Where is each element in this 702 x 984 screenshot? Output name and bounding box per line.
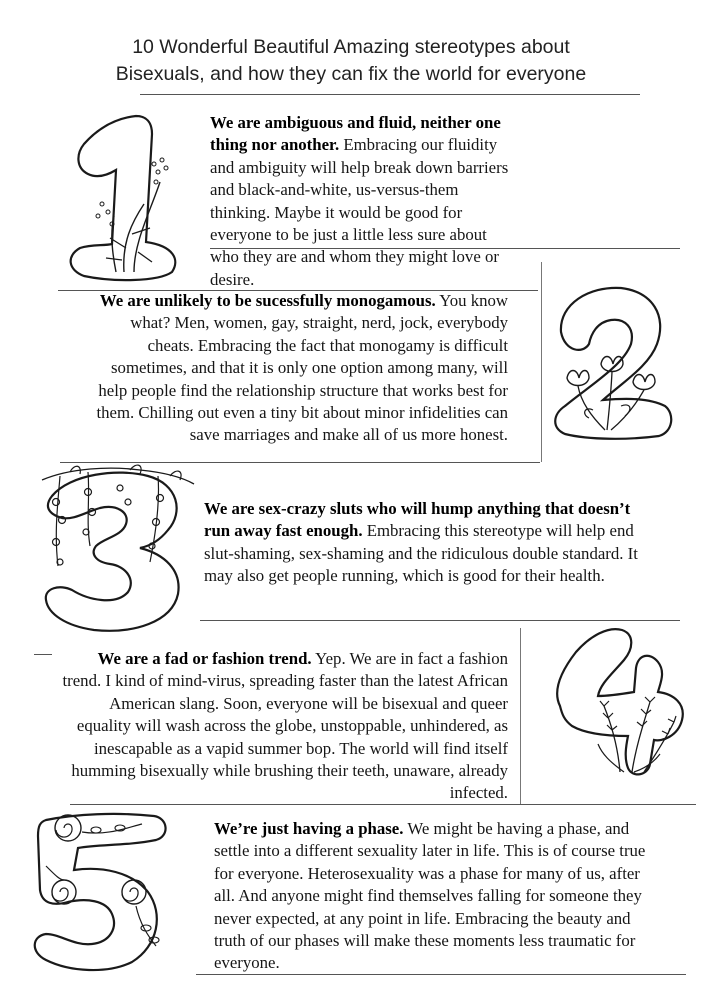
- stereotype-3-heading: We are sex-crazy sluts who will hump anything that doesn’t run away fast enough.: [204, 499, 631, 541]
- section-4-rule: [70, 804, 696, 805]
- stereotype-2-heading: We are unlikely to be sucessfully monogamous.: [99, 291, 436, 310]
- title-underline: [140, 94, 640, 95]
- number-1-illustration: [62, 112, 182, 284]
- stereotype-4-body: Yep. We are in fact a fashion trend. I kind of mind-virus, spreading faster than the latest African American slang. Soon, everyone will be bisexual and queer equality will wash across the globe, unstoppable, unhindered, as inescapable as a vapid summer bop. The world will find itself humming bisexually while brushing their teeth, unaware, already infected.: [62, 649, 508, 803]
- title-line-1: 10 Wonderful Beautiful Amazing stereotypes about: [132, 36, 570, 58]
- section-3-rule: [200, 620, 680, 621]
- title-line-2: Bisexuals, and how they can fix the world for everyone: [115, 63, 587, 85]
- stereotype-2-text: [88, 290, 508, 447]
- stereotype-1-text: [210, 112, 516, 291]
- stereotype-4-text: [56, 648, 508, 805]
- stereotype-3-body: Embracing this stereotype will help end slut-shaming, sex-shaming and the ridiculous double standard. It may also get people running, which is good for their health.: [204, 521, 638, 586]
- section-1-rule: [210, 248, 680, 249]
- stereotype-1-body: Embracing our fluidity and ambiguity will help break down barriers and black-and-white, us-versus-them thinking. Maybe it would be good for everyone to be just a little less sure about who they are and whom they might love or desire.: [210, 135, 509, 289]
- number-2-illustration: [549, 282, 679, 442]
- stereotype-5-text: [214, 818, 654, 975]
- page-title: [0, 34, 702, 88]
- stereotype-1-heading: We are ambiguous and fluid, neither one thing nor another.: [210, 113, 501, 155]
- number-5-illustration: [16, 806, 192, 976]
- number-4-illustration: [550, 622, 690, 778]
- stereotype-2-body: You know what? Men, women, gay, straight, nerd, jock, everybody cheats. Embracing the fact that monogamy is difficult sometimes, and that it is only one option among many, will help people find the relationship structure that works best for them. Chilling out even a tiny bit about minor infidelities can save marriages and make all of us more honest.: [96, 291, 508, 445]
- section-2-side-rule: [541, 262, 542, 462]
- number-3-illustration: [30, 462, 202, 636]
- section-4-side-rule: [520, 628, 521, 804]
- section-4-dash: [34, 654, 52, 655]
- stereotype-5-body: We might be having a phase, and settle into a different sexuality later in life. This is of course true for everyone. Heterosexuality was a phase for many of us, after all. And anyone might find themselves falling for someone they never expected, at any point in life. Embracing the beauty and truth of our phases will make these moments less traumatic for everyone.: [214, 819, 646, 973]
- section-5-rule: [196, 974, 686, 975]
- stereotype-4-heading: We are a fad or fashion trend.: [97, 649, 312, 668]
- stereotype-5-heading: We’re just having a phase.: [214, 819, 404, 838]
- stereotype-3-text: [204, 498, 644, 588]
